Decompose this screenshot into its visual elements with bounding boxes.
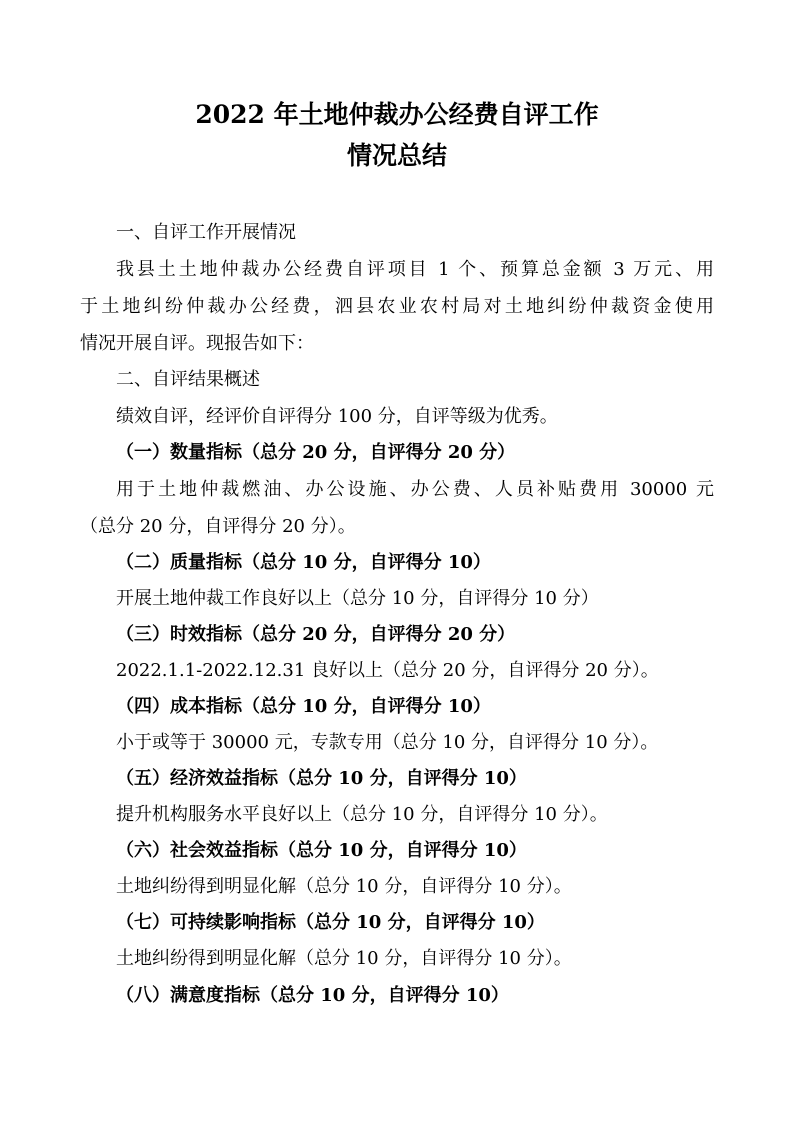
section2-summary: 绩效自评，经评价自评得分 100 分，自评等级为优秀。 xyxy=(116,406,558,427)
section2-heading: 二、自评结果概述 xyxy=(116,369,260,390)
section1-paragraph-line1: 我县土土地仲裁办公经费自评项目 1 个、预算总金额 3 万元、用 xyxy=(116,259,714,280)
document-title-line2: 情况总结 xyxy=(346,141,447,170)
indicator-social-heading: （六）社会效益指标（总分 10 分，自评得分 10） xyxy=(116,840,527,861)
indicator-economic-heading: （五）经济效益指标（总分 10 分，自评得分 10） xyxy=(116,768,527,789)
indicator-quality-heading: （二）质量指标（总分 10 分，自评得分 10） xyxy=(116,552,491,573)
indicator-quantity-desc-line2: （总分 20 分，自评得分 20 分）。 xyxy=(80,516,356,537)
document-title-line1: 2022 年土地仲裁办公经费自评工作 xyxy=(195,100,599,129)
indicator-quality-desc: 开展土地仲裁工作良好以上（总分 10 分，自评得分 10 分） xyxy=(116,588,599,609)
indicator-sustainability-desc: 土地纠纷得到明显化解（总分 10 分，自评得分 10 分）。 xyxy=(116,948,572,969)
section1-heading: 一、自评工作开展情况 xyxy=(116,222,296,243)
indicator-sustainability-heading: （七）可持续影响指标（总分 10 分，自评得分 10） xyxy=(116,912,545,933)
section1-paragraph-line2: 于土地纠纷仲裁办公经费，泗县农业农村局对土地纠纷仲裁资金使用 xyxy=(80,296,714,317)
indicator-quantity-desc-line1: 用于土地仲裁燃油、办公设施、办公费、人员补贴费用 30000 元 xyxy=(116,479,714,500)
indicator-cost-heading: （四）成本指标（总分 10 分，自评得分 10） xyxy=(116,696,491,717)
section1-paragraph-line3: 情况开展自评。现报告如下： xyxy=(80,333,314,354)
indicator-quantity-heading: （一）数量指标（总分 20 分，自评得分 20 分） xyxy=(116,442,516,463)
indicator-economic-desc: 提升机构服务水平良好以上（总分 10 分，自评得分 10 分）。 xyxy=(116,804,608,825)
indicator-timeliness-desc: 2022.1.1-2022.12.31 良好以上（总分 20 分，自评得分 20 分）。 xyxy=(116,660,659,681)
indicator-social-desc: 土地纠纷得到明显化解（总分 10 分，自评得分 10 分）。 xyxy=(116,876,572,897)
indicator-cost-desc: 小于或等于 30000 元，专款专用（总分 10 分，自评得分 10 分）。 xyxy=(116,732,659,753)
indicator-satisfaction-heading: （八）满意度指标（总分 10 分，自评得分 10） xyxy=(116,985,509,1006)
indicator-timeliness-heading: （三）时效指标（总分 20 分，自评得分 20 分） xyxy=(116,624,516,645)
